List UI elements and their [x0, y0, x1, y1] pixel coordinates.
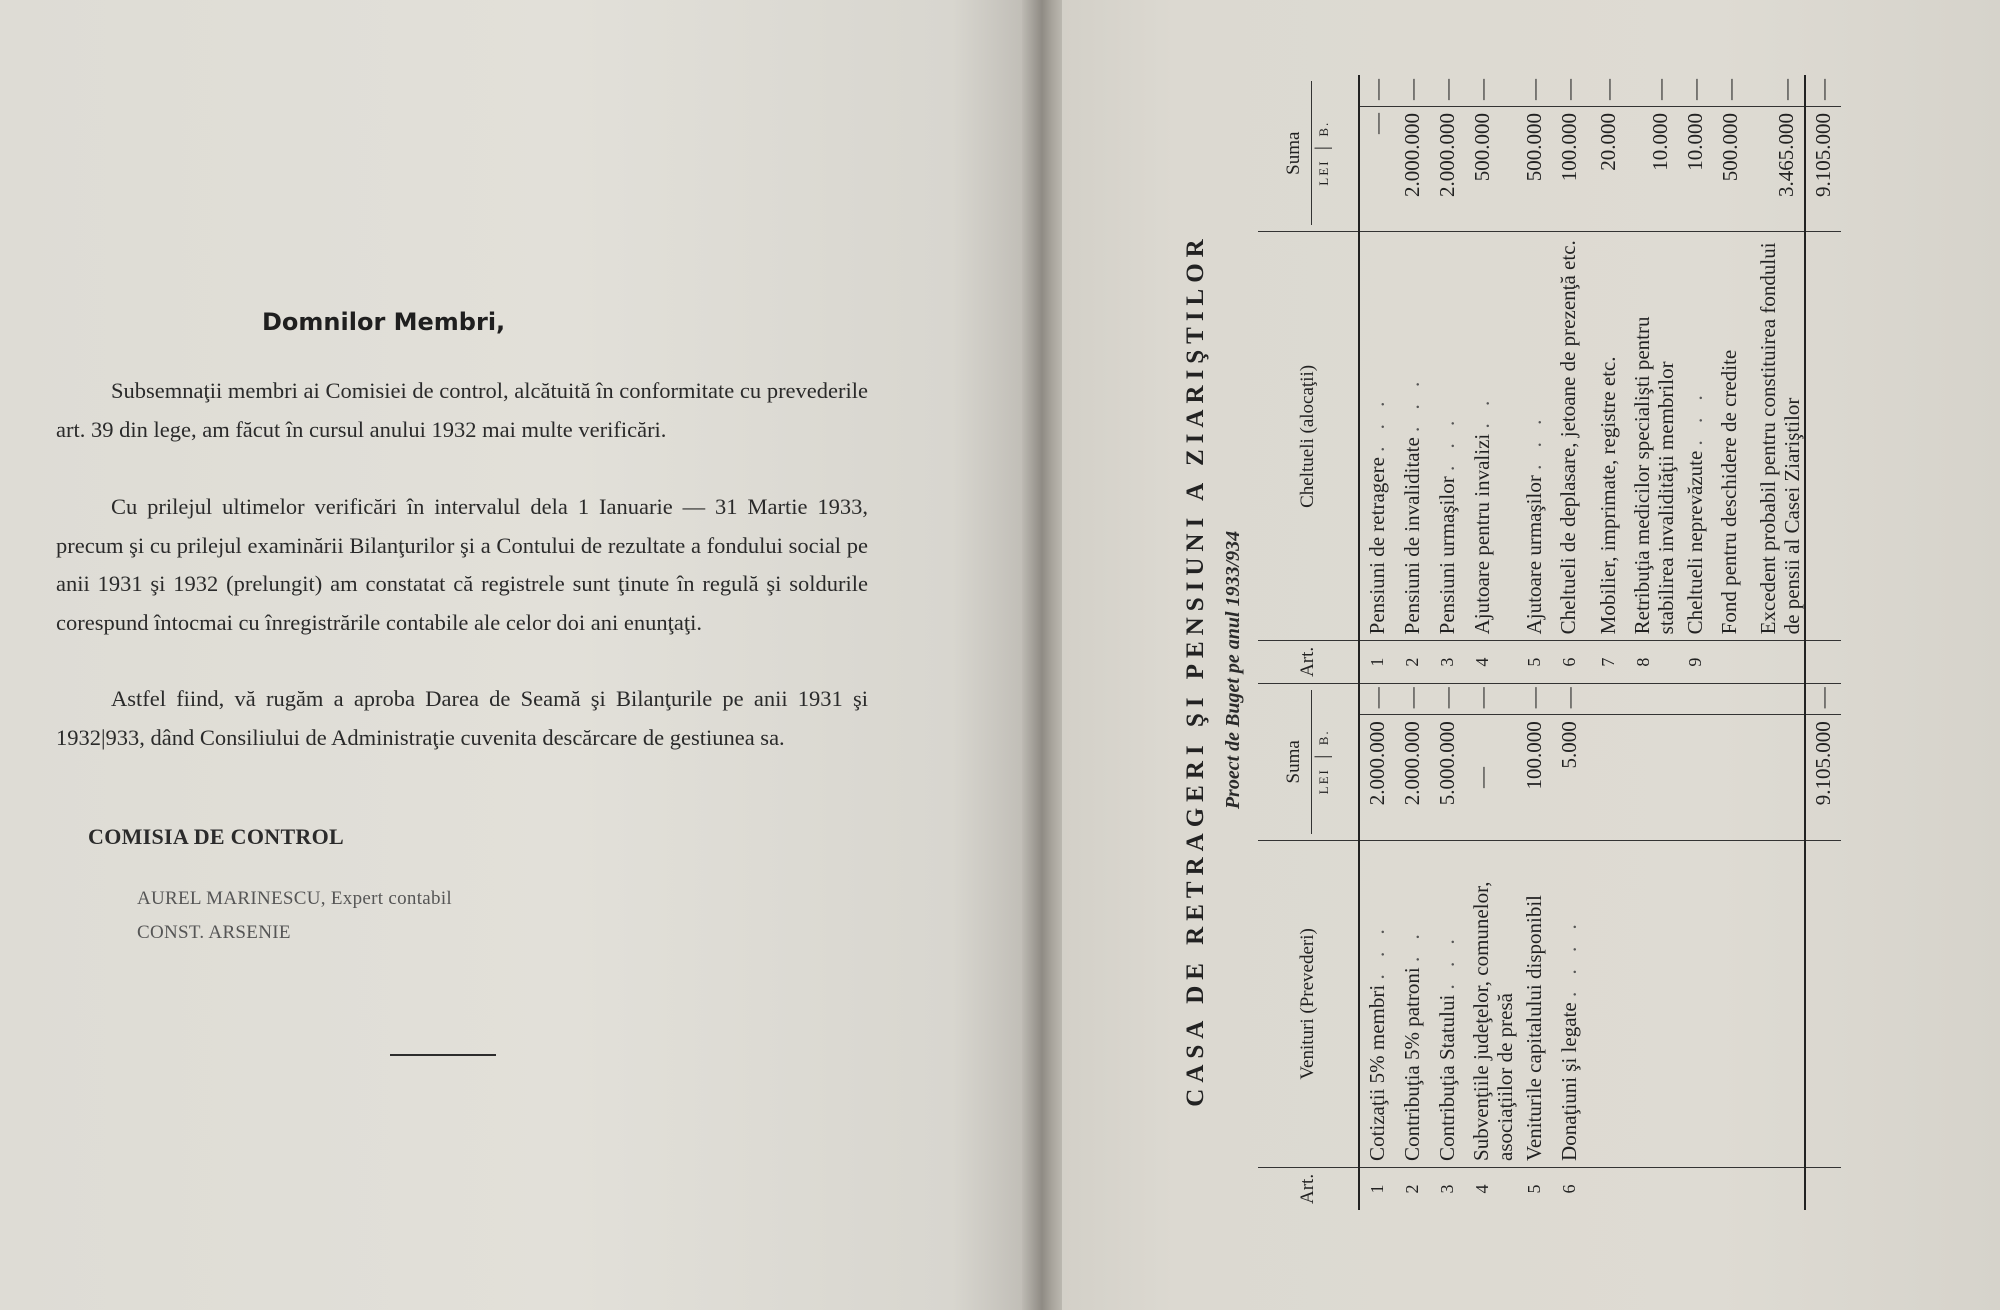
venit-art: 5	[1524, 1184, 1544, 1194]
cheltuiala-b: —	[1552, 75, 1591, 106]
cheltuiala-art: 1	[1359, 641, 1395, 684]
empty-cell	[1805, 232, 1841, 641]
empty-cell	[1713, 1167, 1752, 1210]
b-label: B.	[1315, 120, 1331, 137]
empty-cell	[1805, 840, 1841, 1167]
venit-label: Veniturile capitalului disponibil	[1517, 840, 1552, 1167]
empty-cell	[1752, 1167, 1805, 1210]
venit-lei: 100.000	[1517, 715, 1552, 840]
venit-label: Cotizaţii 5% membri . . .	[1359, 840, 1395, 1167]
cheltuiala-label: Excedent probabil pentru constituirea fondului de pensii al Casei Ziariştilor	[1752, 232, 1805, 641]
cheltuiala-label: Pensiuni de invaliditate . . .	[1395, 232, 1430, 641]
empty-cell	[1626, 1167, 1678, 1210]
venit-art: 6	[1559, 1184, 1579, 1194]
empty-cell	[1591, 715, 1626, 840]
venit-art: 1	[1367, 1184, 1387, 1194]
cheltuiala-b: —	[1591, 75, 1626, 106]
empty-cell	[1626, 683, 1678, 714]
cheltuiala-label-text: Ajutoare pentru invalizi	[1470, 433, 1494, 635]
cheltuiala-art: 6	[1552, 641, 1591, 684]
cheltuiala-art: 9	[1678, 641, 1713, 684]
cheltuiala-b: —	[1359, 75, 1395, 106]
cheltuiala-lei: 500.000	[1465, 106, 1517, 231]
table-row	[1626, 75, 1678, 1210]
venit-b: —	[1395, 683, 1430, 714]
cheltuiala-b: —	[1678, 75, 1713, 106]
empty-cell	[1626, 715, 1678, 840]
empty-cell	[1678, 683, 1713, 714]
cheltuiala-lei: 100.000	[1552, 106, 1591, 231]
venit-label-text: Contribuţia Statului	[1435, 994, 1459, 1161]
venit-art: 4	[1472, 1184, 1492, 1194]
table-row	[1552, 75, 1591, 1210]
cheltuiala-art	[1752, 641, 1805, 684]
empty-cell	[1713, 840, 1752, 1167]
venit-b: —	[1465, 683, 1517, 714]
cheltuiala-b: —	[1713, 75, 1752, 106]
header-venituri: Venituri (Prevederi)	[1258, 840, 1359, 1167]
venit-lei: —	[1465, 715, 1517, 840]
venit-lei: 5.000	[1552, 715, 1591, 840]
budget-table	[1258, 75, 1841, 1210]
venit-b: —	[1430, 683, 1465, 714]
venit-lei: 2.000.000	[1359, 715, 1395, 840]
venit-b: —	[1517, 683, 1552, 714]
letter-paragraph-2: Cu prilejul ultimelor verificări în intervalul dela 1 Ianuarie — 31 Martie 1933, precum şi cu prilejul examinării Bilanţurilor şi a Contului de rezultate a fondului social pe anii 1931 şi 1932 (prelungit) am constatat că registrele sunt ţinute în regulă şi soldurile corespund întocmai cu înregistrările contabile ale celor doi ani enunţaţi.	[56, 494, 868, 635]
budget-rotated-block	[1170, 50, 1860, 1290]
header-cheltueli: Cheltueli (alocaţii)	[1258, 232, 1359, 641]
total-venituri-lei: 9.105.000	[1805, 715, 1841, 840]
empty-cell	[1591, 840, 1626, 1167]
cheltuiala-lei: 500.000	[1713, 106, 1752, 231]
table-row	[1678, 75, 1713, 1210]
empty-cell	[1713, 715, 1752, 840]
cheltuiala-label-text: Pensiuni de invaliditate	[1400, 437, 1424, 635]
cheltuiala-label: Pensiuni de retragere . . .	[1359, 232, 1395, 641]
total-cheltueli-lei: 9.105.000	[1805, 106, 1841, 231]
table-row	[1359, 75, 1395, 1210]
cheltuiala-b: —	[1517, 75, 1552, 106]
table-row	[1465, 75, 1517, 1210]
empty-cell	[1752, 715, 1805, 840]
venit-label: Donaţiuni şi legate . . . .	[1552, 840, 1591, 1167]
budget-body	[1359, 75, 1841, 1210]
cheltuiala-lei: 2.000.000	[1430, 106, 1465, 231]
header-art-cheltueli: Art.	[1258, 641, 1359, 684]
empty-cell	[1591, 683, 1626, 714]
header-art-venituri: Art.	[1258, 1167, 1359, 1210]
cheltuiala-label: Cheltueli de deplasare, jetoane de prezenţă etc.	[1552, 232, 1591, 641]
cheltuiala-label: Mobilier, imprimate, registre etc.	[1591, 232, 1626, 641]
venit-label-text: Contribuţia 5% patroni	[1400, 967, 1424, 1161]
venit-label: Contribuţia 5% patroni . .	[1395, 840, 1430, 1167]
table-row	[1752, 75, 1805, 1210]
cheltuiala-label: Retribuţia medicilor specialişti pentru stabilirea invalidităţii membrilor	[1626, 232, 1678, 641]
signatory-2: CONST. ARSENIE	[137, 922, 291, 943]
letter-paragraph-1: Subsemnaţii membri ai Comisiei de control, alcătuită în conformitate cu prevederile art. 39 din lege, am făcut în cursul anului 1932 mai multe verificări.	[56, 378, 868, 442]
cheltuiala-art: 5	[1517, 641, 1552, 684]
header-suma-venituri: Suma LEI | B.	[1258, 683, 1359, 840]
cheltuiala-b: —	[1430, 75, 1465, 106]
venit-art: 2	[1402, 1184, 1422, 1194]
venit-label: Subvenţiile judeţelor, comunelor, asociaţiilor de presă	[1465, 840, 1517, 1167]
venit-label-text: Cotizaţii 5% membri	[1365, 984, 1389, 1161]
empty-cell	[1805, 1167, 1841, 1210]
venit-lei: 5.000.000	[1430, 715, 1465, 840]
empty-cell	[1713, 683, 1752, 714]
cheltuiala-lei: 10.000	[1626, 106, 1678, 231]
empty-cell	[1752, 840, 1805, 1167]
cheltuiala-lei: 10.000	[1678, 106, 1713, 231]
empty-cell	[1591, 1167, 1626, 1210]
cheltuiala-art: 3	[1430, 641, 1465, 684]
letter-heading: Domnilor Membri,	[262, 308, 506, 336]
total-venituri-b: —	[1805, 683, 1841, 714]
total-row	[1805, 75, 1841, 1210]
venit-b: —	[1552, 683, 1591, 714]
signatory-1: AUREL MARINESCU, Expert contabil	[137, 888, 452, 909]
suma-label: Suma	[1283, 81, 1312, 225]
cheltuiala-lei: 500.000	[1517, 106, 1552, 231]
cheltuiala-label-text: Cheltueli neprevăzute	[1683, 450, 1707, 635]
cheltuiala-label: Ajutoare pentru invalizi . .	[1465, 232, 1517, 641]
cheltuiala-label-text: Pensiuni urmaşilor	[1435, 476, 1459, 635]
budget-title: CASA DE RETRAGERI ŞI PENSIUNI A ZIARIŞTILOR	[1182, 233, 1209, 1107]
empty-cell	[1678, 715, 1713, 840]
cheltuiala-label-text: Ajutoare urmaşilor	[1522, 475, 1546, 635]
venit-label-text: Donaţiuni şi legate	[1557, 1002, 1581, 1161]
empty-cell	[1678, 840, 1713, 1167]
empty-cell	[1678, 1167, 1713, 1210]
header-suma-cheltueli: Suma LEI | B.	[1258, 75, 1359, 232]
lei-label: LEI	[1315, 159, 1331, 186]
venit-b: —	[1359, 683, 1395, 714]
venit-art: 3	[1437, 1184, 1457, 1194]
cheltuiala-art: 4	[1465, 641, 1517, 684]
cheltuiala-art: 2	[1395, 641, 1430, 684]
table-row	[1517, 75, 1552, 1210]
b-label: B.	[1315, 729, 1331, 746]
cheltuiala-art: 8	[1626, 641, 1678, 684]
signature-title: COMISIA DE CONTROL	[88, 824, 344, 849]
cheltuiala-art: 7	[1591, 641, 1626, 684]
cheltuiala-label: Cheltueli neprevăzute . . .	[1678, 232, 1713, 641]
closing-rule	[390, 1054, 496, 1056]
empty-cell	[1752, 683, 1805, 714]
cheltuiala-b: —	[1395, 75, 1430, 106]
table-row	[1395, 75, 1430, 1210]
cheltuiala-b: —	[1752, 75, 1805, 106]
empty-cell	[1626, 840, 1678, 1167]
venit-label: Contribuţia Statului . . .	[1430, 840, 1465, 1167]
cheltuiala-label: Ajutoare urmaşilor . . .	[1517, 232, 1552, 641]
suma-label: Suma	[1283, 690, 1312, 834]
lei-label: LEI	[1315, 768, 1331, 795]
cheltuiala-label: Pensiuni urmaşilor . . .	[1430, 232, 1465, 641]
letter-paragraph-3: Astfel fiind, vă rugăm a aproba Darea de Seamă şi Bilanţurile pe anii 1931 şi 1932|933, dând Consiliului de Administraţie cuvenita descărcare de gestiunea sa.	[56, 686, 868, 750]
cheltuiala-lei: —	[1359, 106, 1395, 231]
table-row	[1591, 75, 1626, 1210]
table-row	[1430, 75, 1465, 1210]
cheltuiala-b: —	[1626, 75, 1678, 106]
venit-lei: 2.000.000	[1395, 715, 1430, 840]
cheltuiala-b: —	[1465, 75, 1517, 106]
total-cheltueli-b: —	[1805, 75, 1841, 106]
cheltuiala-lei: 3.465.000	[1752, 106, 1805, 231]
budget-subtitle: Proect de Buget pe anul 1933/934	[1222, 530, 1244, 810]
table-row	[1713, 75, 1752, 1210]
cheltuiala-label: Fond pentru deschidere de credite	[1713, 232, 1752, 641]
cheltuiala-label-text: Pensiuni de retragere	[1365, 457, 1389, 635]
empty-cell	[1805, 641, 1841, 684]
cheltuiala-art	[1713, 641, 1752, 684]
cheltuiala-lei: 2.000.000	[1395, 106, 1430, 231]
cheltuiala-lei: 20.000	[1591, 106, 1626, 231]
